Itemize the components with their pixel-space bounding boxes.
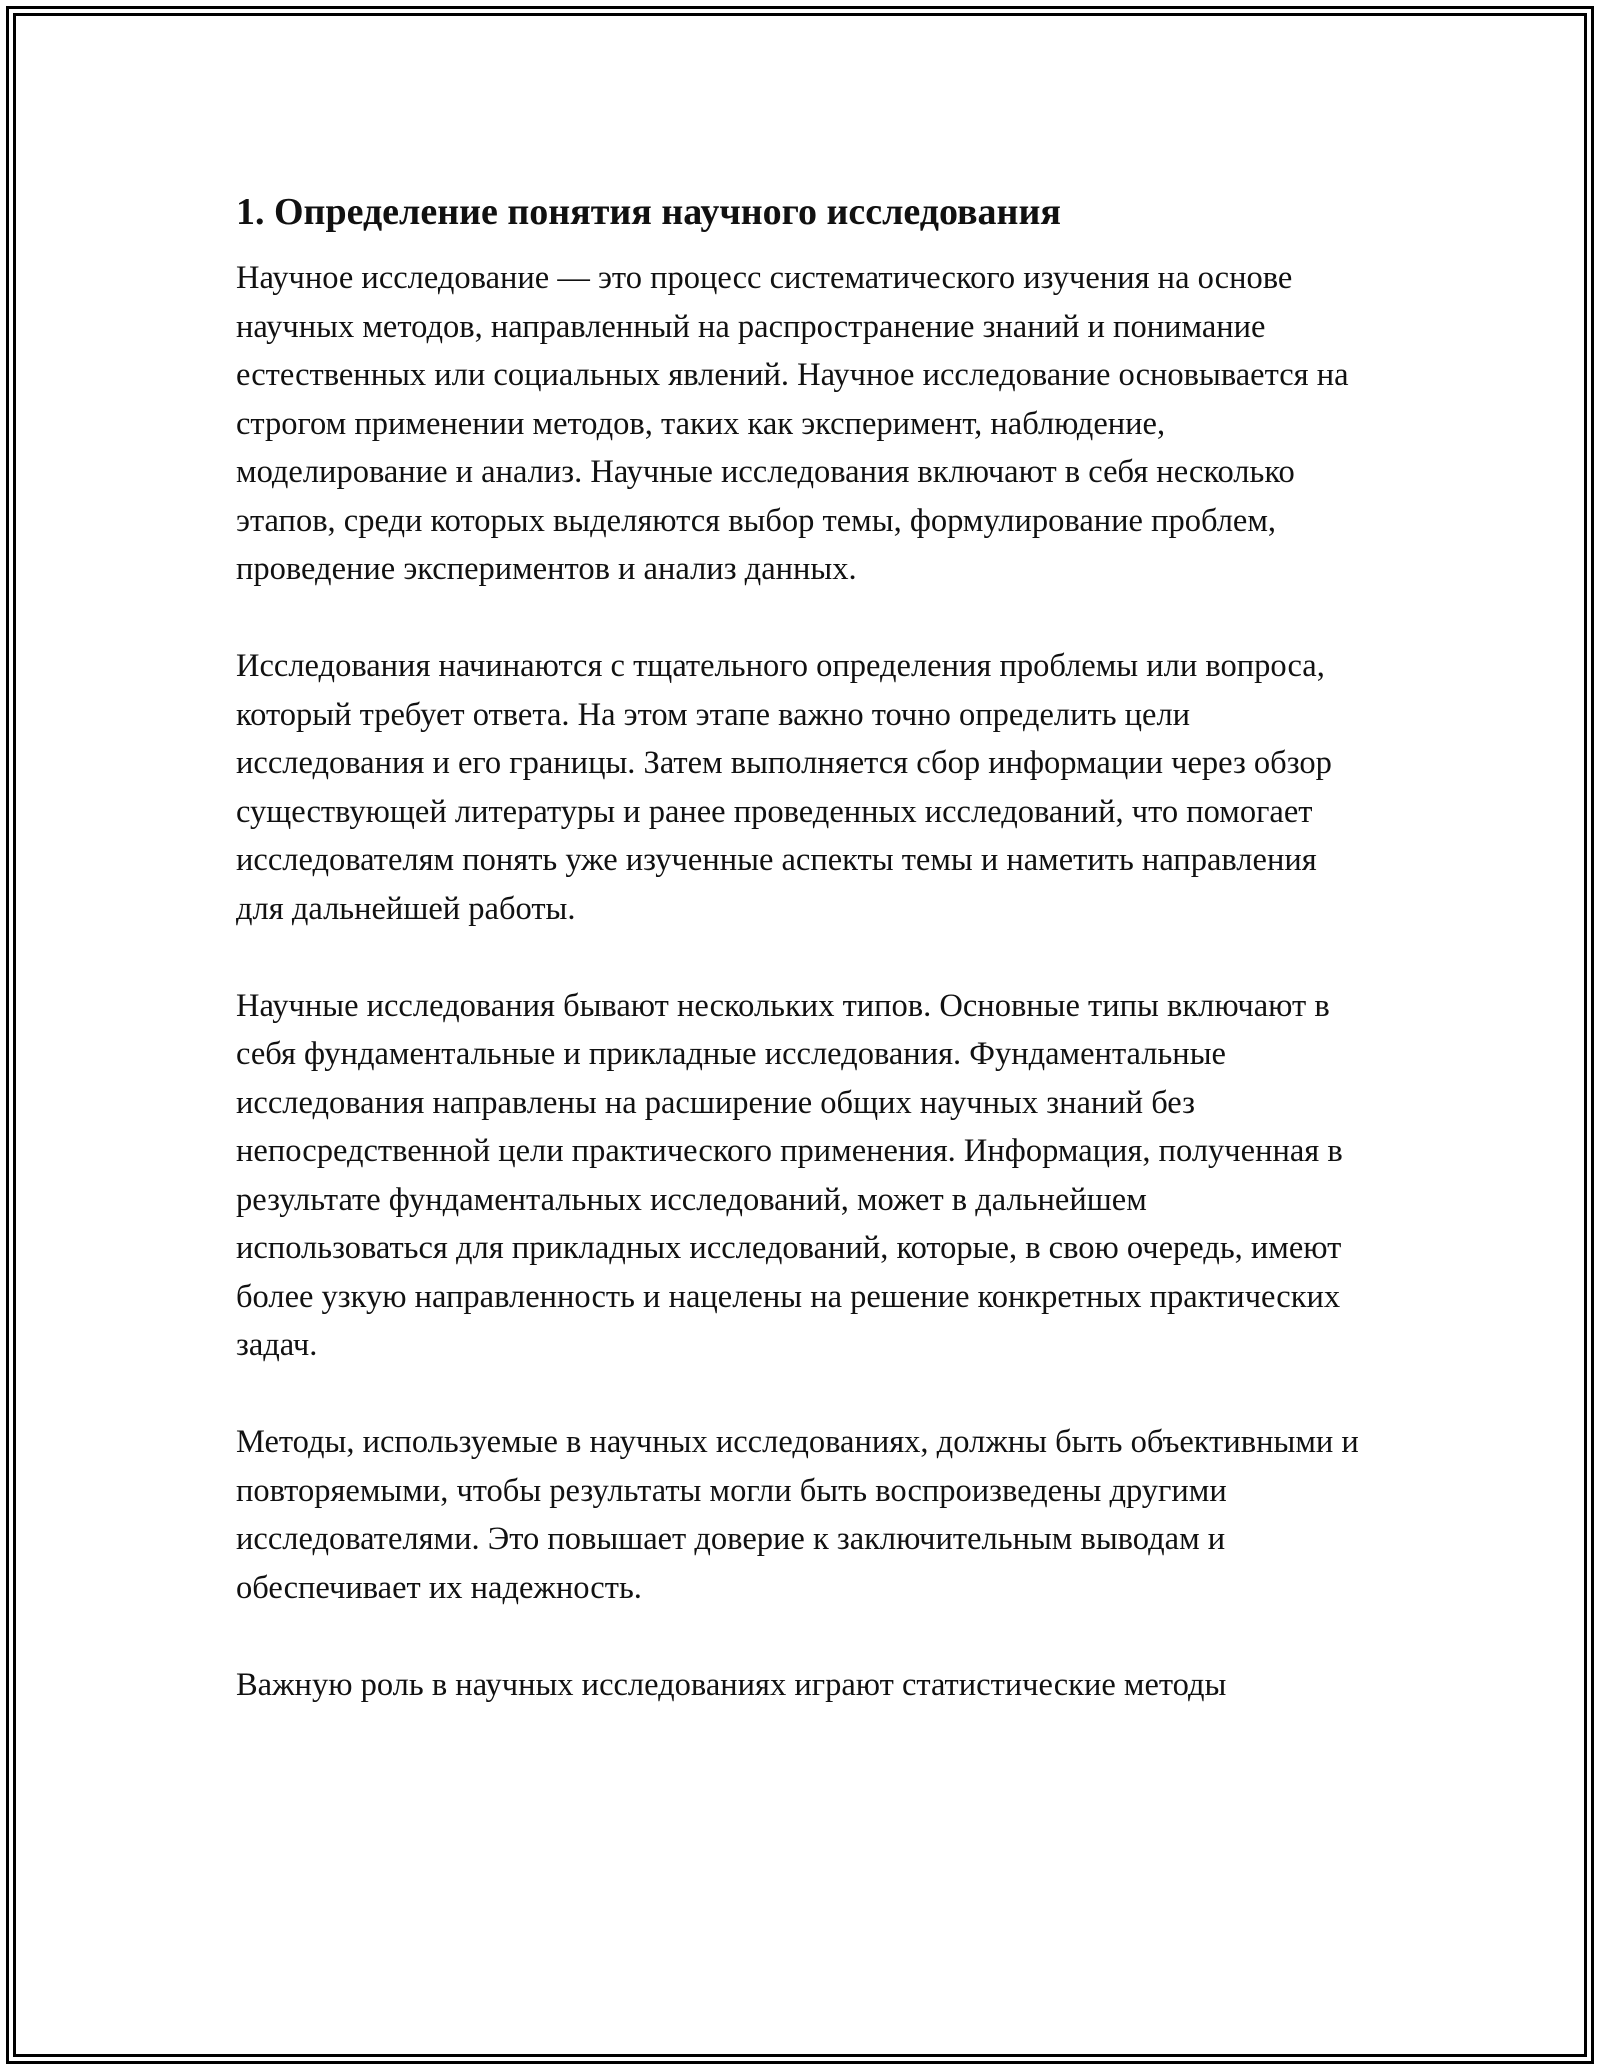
paragraph-4: Методы, используемые в научных исследованиях, должны быть объективными и повторяемыми, чтобы результаты могли быть воспроизведены другими исследователями. Это повышает доверие к заключительным выводам и обеспечивает их надежность. [236,1424,1359,1606]
section-heading: 1. Определение понятия научного исследования [236,191,1061,233]
paragraph-5: Важную роль в научных исследованиях играют статистические методы [236,1666,1227,1703]
paragraph-1: Научное исследование — это процесс систематического изучения на основе научных методов, направленный на распространение знаний и понимание естественных или социальных явлений. Научное исследование основывается на строгом применении методов, таких как эксперимент, наблюдение, моделирование и анализ. Научные исследования включают в себя несколько этапов, среди которых выделяются выбор темы, формулирование проблем, проведение экспериментов и анализ данных. [236,260,1349,587]
paragraph-3: Научные исследования бывают нескольких типов. Основные типы включают в себя фундаментальные и прикладные исследования. Фундаментальные исследования направлены на расширение общих научных знаний без непосредственной цели практического применения. Информация, полученная в результате фундаментальных исследований, может в дальнейшем использоваться для прикладных исследований, которые, в свою очередь, имеют более узкую направленность и нацелены на решение конкретных практических задач. [236,987,1343,1363]
paragraph-2: Исследования начинаются с тщательного определения проблемы или вопроса, который требует ответа. На этом этапе важно точно определить цели исследования и его границы. Затем выполняется сбор информации через обзор существующей литературы и ранее проведенных исследований, что помогает исследователям понять уже изученные аспекты темы и наметить направления для дальнейшей работы. [236,648,1332,927]
document-body [236,188,1366,1709]
